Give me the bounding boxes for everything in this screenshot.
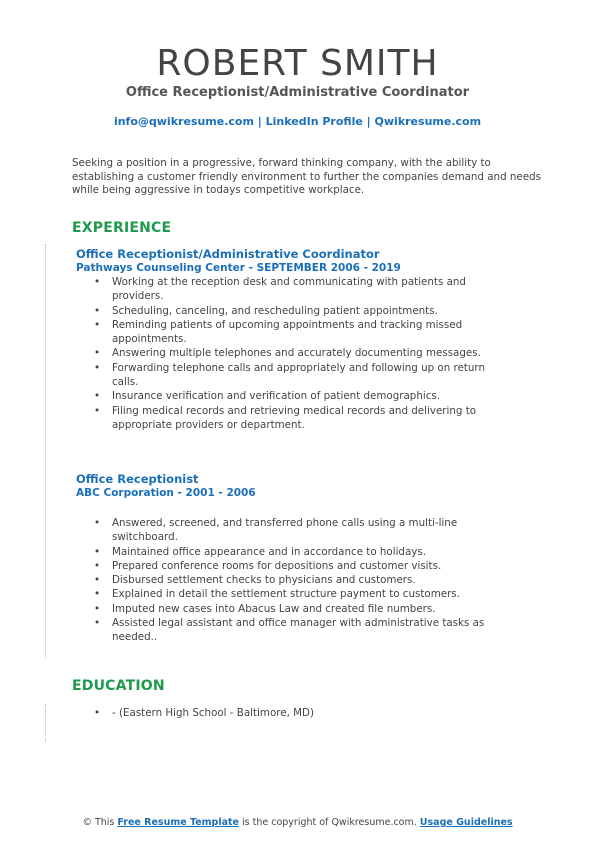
email-link[interactable]: info@qwikresume.com [113, 115, 254, 128]
list-item: • Working at the reception desk and communicating with patients and providers. [76, 275, 506, 304]
job-entry-1 [76, 247, 506, 432]
job-entry-2 [76, 472, 506, 645]
education-list [76, 706, 506, 720]
list-item: • Prepared conference rooms for depositions and customer visits. [76, 559, 506, 573]
list-item: • Disbursed settlement checks to physicians and customers. [76, 573, 506, 587]
list-item: • Answering multiple telephones and accurately documenting messages. [76, 346, 506, 360]
education-heading: EDUCATION [72, 678, 165, 694]
list-item: • Insurance verification and verification of patient demographics. [76, 389, 506, 403]
candidate-title: Office Receptionist/Administrative Coordinator [125, 85, 470, 100]
education-divider [45, 704, 46, 742]
footer [0, 817, 595, 828]
job-company-dates: ABC Corporation - 2001 - 2006 [76, 487, 256, 499]
list-item: • Forwarding telephone calls and appropriately and following up on return calls. [76, 361, 506, 390]
experience-divider [45, 244, 46, 658]
footer-prefix: © This [82, 817, 118, 828]
list-item: • Scheduling, canceling, and rescheduling patient appointments. [76, 304, 506, 318]
list-item: • Answered, screened, and transferred phone calls using a multi-line switchboard. [76, 516, 506, 545]
list-item: • Imputed new cases into Abacus Law and created file numbers. [76, 602, 506, 616]
education-entry [76, 706, 506, 720]
job-title: Office Receptionist [76, 472, 199, 486]
job-bullets [76, 275, 506, 432]
job-company-dates: Pathways Counseling Center - SEPTEMBER 2006 - 2019 [76, 262, 401, 274]
list-item: • Assisted legal assistant and office manager with administrative tasks as needed.. [76, 616, 506, 645]
free-resume-template-link[interactable]: Free Resume Template [117, 817, 239, 828]
contact-line [0, 115, 595, 128]
experience-heading: EXPERIENCE [72, 220, 172, 236]
job-bullets [76, 516, 506, 645]
website-link[interactable]: Qwikresume.com [374, 115, 482, 128]
list-item: • Reminding patients of upcoming appointments and tracking missed appointments. [76, 318, 506, 347]
job-title: Office Receptionist/Administrative Coordinator [76, 247, 380, 261]
contact-separator: | [366, 115, 371, 128]
list-item: • Filing medical records and retrieving medical records and delivering to appropriate providers or department. [76, 404, 506, 433]
footer-middle: is the copyright of Qwikresume.com. [239, 817, 420, 828]
candidate-name: ROBERT SMITH [156, 43, 439, 84]
usage-guidelines-link[interactable]: Usage Guidelines [419, 817, 513, 828]
contact-separator: | [257, 115, 262, 128]
list-item: • Maintained office appearance and in accordance to holidays. [76, 545, 506, 559]
list-item: • - (Eastern High School - Baltimore, MD) [76, 706, 506, 720]
list-item: • Explained in detail the settlement structure payment to customers. [76, 587, 506, 601]
linkedin-link[interactable]: LinkedIn Profile [265, 115, 363, 128]
summary-paragraph: Seeking a position in a progressive, forward thinking company, with the ability to establishing a customer friendly environment to further the companies demand and needs while being aggressive in todays competitive workplace. [72, 157, 541, 196]
